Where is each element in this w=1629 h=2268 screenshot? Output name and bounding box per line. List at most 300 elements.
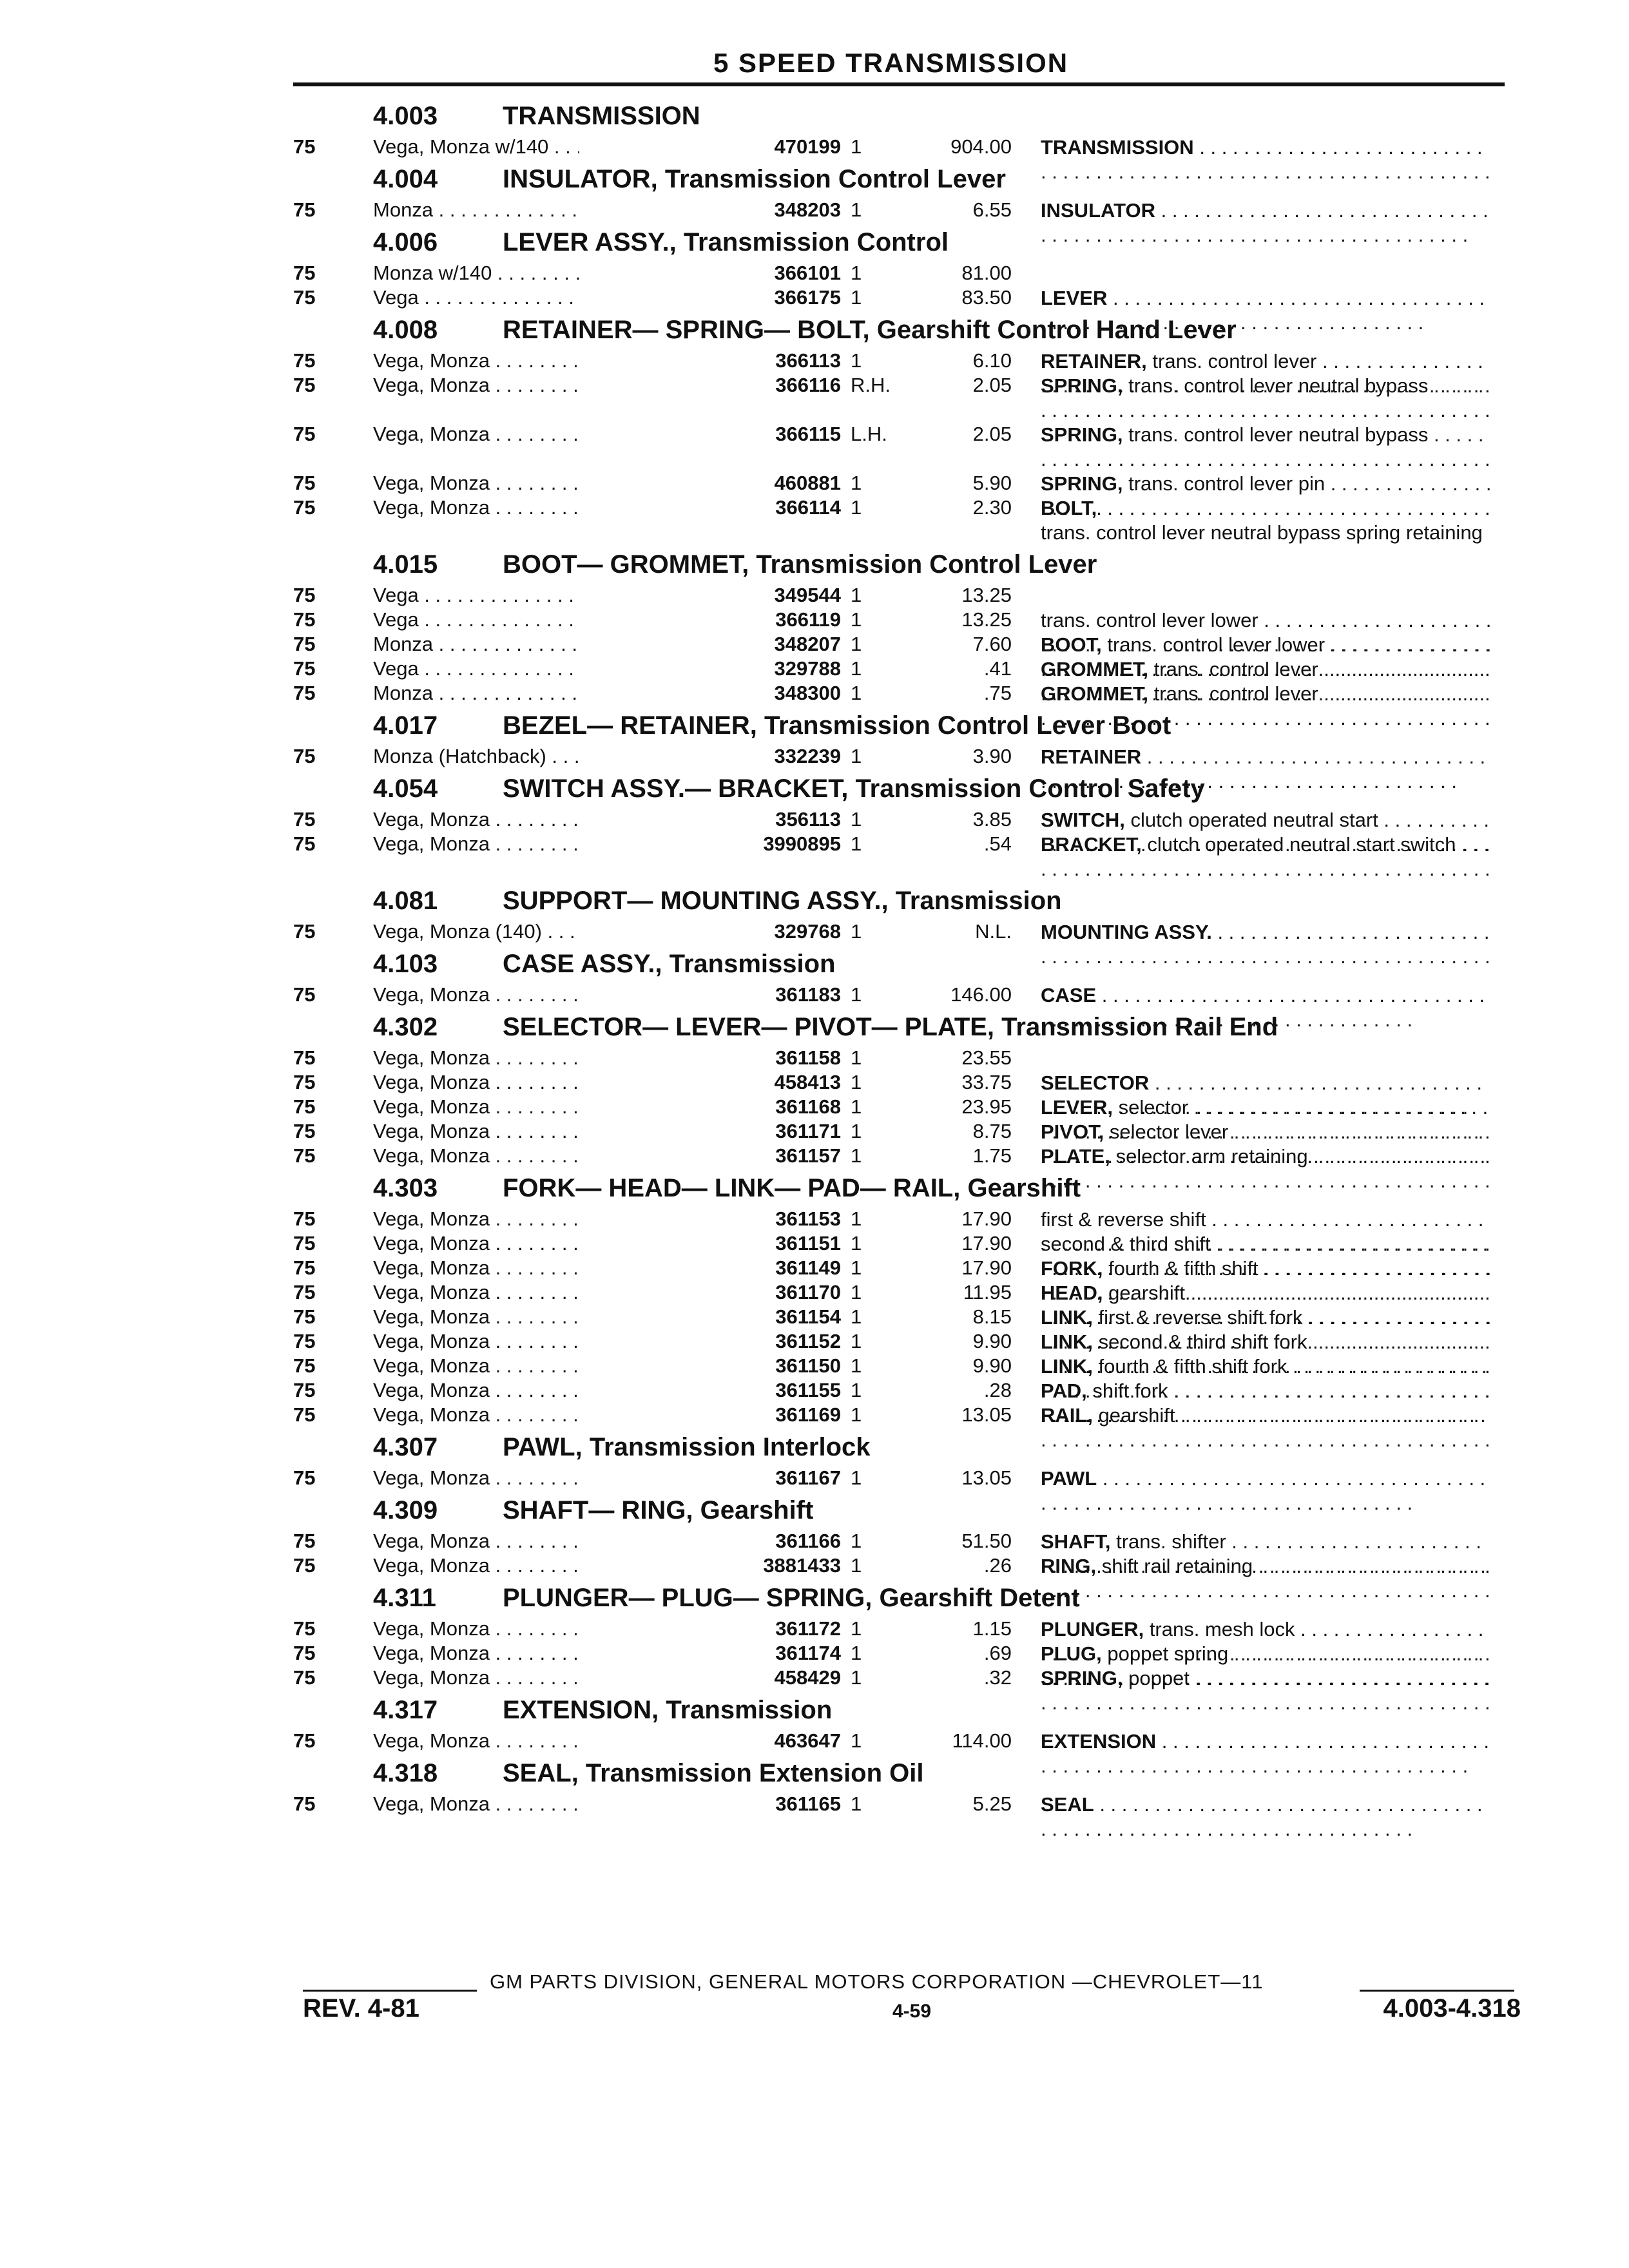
part-number: 460881 [774, 472, 841, 494]
vehicle-model: Vega, Monza . . . [373, 349, 579, 372]
part-number: 348203 [774, 198, 841, 221]
part-description-bold: LEVER [1041, 287, 1108, 309]
price: 114.00 [952, 1729, 1012, 1752]
price: 13.05 [961, 1403, 1012, 1426]
part-description-text: first & reverse shift [1041, 1208, 1206, 1231]
section-header [293, 1490, 1505, 1528]
model-year: 75 [293, 983, 316, 1006]
header-rule [293, 82, 1505, 86]
price: 3.90 [972, 745, 1012, 767]
quantity: 1 [851, 1642, 862, 1664]
page-title: 5 SPEED TRANSMISSION [713, 48, 1069, 78]
catalog-section [293, 309, 1505, 544]
quantity: 1 [851, 1379, 862, 1401]
part-description-bold: RAIL, [1041, 1404, 1093, 1427]
part-number: 366116 [775, 374, 841, 396]
section-title: SWITCH ASSY.— BRACKET, Transmission Control Safety [503, 774, 1205, 803]
model-year: 75 [293, 608, 316, 631]
part-row [293, 1402, 1505, 1427]
price: 33.75 [961, 1071, 1012, 1093]
quantity: 1 [851, 584, 862, 606]
part-description-bold: CASE [1041, 984, 1097, 1006]
price: 23.55 [961, 1046, 1012, 1069]
vehicle-model: Monza w/140 . . . [373, 262, 579, 285]
vehicle-model: Vega, Monza . . . [373, 808, 579, 831]
quantity: 1 [851, 633, 862, 655]
price: .75 [983, 682, 1012, 704]
section-title: SELECTOR— LEVER— PIVOT— PLATE, Transmission Rail End [503, 1013, 1278, 1041]
section-range: 4.003-4.318 [1383, 1994, 1521, 2023]
section-title: BOOT— GROMMET, Transmission Control Lever [503, 550, 1097, 579]
part-description-bold: MOUNTING ASSY. [1041, 921, 1212, 943]
vehicle-model: Vega, Monza . . . [373, 1232, 579, 1255]
catalog-section [293, 1577, 1505, 1689]
section-header [293, 1689, 1505, 1728]
part-row [293, 1255, 1505, 1280]
quantity: 1 [851, 920, 862, 943]
part-number: 361153 [775, 1207, 841, 1230]
part-number: 361171 [775, 1120, 841, 1142]
quantity: 1 [851, 496, 862, 519]
price: 8.75 [972, 1120, 1012, 1142]
part-description [1041, 1792, 1492, 1841]
quantity: 1 [851, 1305, 862, 1328]
model-year: 75 [293, 1144, 316, 1167]
model-year: 75 [293, 1642, 316, 1664]
section-number: 4.311 [373, 1584, 436, 1612]
model-year: 75 [293, 745, 316, 767]
part-number: 366114 [775, 496, 841, 519]
part-row [293, 1119, 1505, 1143]
model-year: 75 [293, 1330, 316, 1352]
vehicle-model: Vega, Monza . . . [373, 1729, 579, 1753]
part-row [293, 807, 1505, 831]
section-number: 4.103 [373, 950, 438, 978]
model-year: 75 [293, 1256, 316, 1279]
part-number: 366101 [774, 262, 841, 284]
quantity: 1 [851, 1256, 862, 1279]
part-description [1041, 496, 1492, 545]
quantity: 1 [851, 198, 862, 221]
vehicle-model: Vega, Monza . . . [373, 1330, 579, 1353]
part-description-text: poppet [1128, 1667, 1190, 1689]
vehicle-model: Vega, Monza . . . [373, 496, 579, 519]
model-year: 75 [293, 1403, 316, 1426]
section-header [293, 1577, 1505, 1616]
quantity: 1 [851, 745, 862, 767]
revision-label: REV. 4-81 [303, 1994, 419, 2023]
part-row [293, 1070, 1505, 1094]
section-title: RETAINER— SPRING— BOLT, Gearshift Control Hand Lever [503, 316, 1237, 344]
model-year: 75 [293, 920, 316, 943]
section-header [293, 1427, 1505, 1465]
quantity: 1 [851, 1466, 862, 1489]
vehicle-model: Vega, Monza . . . [373, 1354, 579, 1378]
part-row [293, 1728, 1505, 1753]
part-number: 366115 [775, 423, 841, 445]
part-description-text: trans. control lever neutral bypass [1128, 374, 1429, 397]
model-year: 75 [293, 262, 316, 284]
quantity: 1 [851, 1046, 862, 1069]
price: 1.75 [972, 1144, 1012, 1167]
quantity: 1 [851, 135, 862, 158]
price: .41 [983, 657, 1012, 680]
part-row [293, 1528, 1505, 1553]
vehicle-model: Monza (Hatchback) . . . [373, 745, 579, 768]
part-number: 361157 [775, 1144, 841, 1167]
part-description-bold: TRANSMISSION [1041, 136, 1194, 159]
model-year: 75 [293, 1120, 316, 1142]
section-number: 4.054 [373, 774, 438, 803]
vehicle-model: Vega . . . [373, 657, 579, 680]
part-row [293, 470, 1505, 495]
quantity: 1 [851, 1120, 862, 1142]
price: .26 [983, 1554, 1012, 1577]
part-number: 361158 [775, 1046, 841, 1069]
quantity: 1 [851, 808, 862, 831]
model-year: 75 [293, 374, 316, 396]
part-description-text: second & third shift fork [1098, 1331, 1307, 1353]
part-description [1041, 374, 1492, 423]
part-number: 361166 [775, 1530, 841, 1552]
model-year: 75 [293, 1354, 316, 1377]
catalog-section [293, 943, 1505, 1006]
part-description-text: trans. control lever pin [1128, 472, 1325, 495]
vehicle-model: Vega, Monza (140) . . . [373, 920, 579, 943]
part-row [293, 744, 1505, 768]
part-number: 361152 [775, 1330, 841, 1352]
section-header [293, 1168, 1505, 1206]
part-number: 3990895 [763, 832, 841, 855]
part-description-bold: GROMMET, [1041, 682, 1149, 705]
model-year: 75 [293, 1617, 316, 1640]
vehicle-model: Vega, Monza . . . [373, 374, 579, 397]
part-number: 349544 [774, 584, 841, 606]
quantity: 1 [851, 1281, 862, 1303]
page-number: 4-59 [892, 2001, 932, 2022]
catalog-section [293, 1006, 1505, 1168]
model-year: 75 [293, 1071, 316, 1093]
price: 146.00 [950, 983, 1012, 1006]
price: N.L. [975, 920, 1012, 943]
part-description-bold: SPRING, [1041, 423, 1123, 446]
quantity: 1 [851, 1617, 862, 1640]
part-number: 361149 [775, 1256, 841, 1279]
catalog-section [293, 1753, 1505, 1816]
price: .28 [983, 1379, 1012, 1401]
part-description-bold: LEVER, [1041, 1096, 1113, 1119]
quantity: 1 [851, 1403, 862, 1426]
vehicle-model: Vega, Monza w/140 . . . [373, 135, 579, 159]
price: 8.15 [972, 1305, 1012, 1328]
catalog-section [293, 1427, 1505, 1490]
part-description-bold: BOLT, [1041, 497, 1097, 519]
part-description-text: second & third shift [1041, 1233, 1211, 1255]
price: 5.90 [972, 472, 1012, 494]
part-description-text: trans. shifter [1116, 1530, 1226, 1553]
part-row [293, 285, 1505, 309]
quantity: 1 [851, 1554, 862, 1577]
quantity: 1 [851, 1207, 862, 1230]
model-year: 75 [293, 1046, 316, 1069]
quantity: 1 [851, 983, 862, 1006]
quantity: 1 [851, 1071, 862, 1093]
price: 13.05 [961, 1466, 1012, 1489]
part-description-text: trans. control lever [1153, 658, 1318, 680]
part-description-bold: PAWL [1041, 1467, 1097, 1490]
part-row [293, 631, 1505, 656]
part-number: 361170 [775, 1281, 841, 1303]
vehicle-model: Vega, Monza . . . [373, 1403, 579, 1427]
section-number: 4.081 [373, 887, 438, 915]
vehicle-model: Vega, Monza . . . [373, 1207, 579, 1231]
part-number: 329768 [774, 920, 841, 943]
section-header [293, 159, 1505, 197]
part-number: 361155 [775, 1379, 841, 1401]
part-number: 366175 [774, 286, 841, 309]
part-description-bold: SPRING, [1041, 1667, 1123, 1689]
model-year: 75 [293, 584, 316, 606]
section-number: 4.017 [373, 711, 438, 740]
section-title: FORK— HEAD— LINK— PAD— RAIL, Gearshift [503, 1174, 1081, 1202]
model-year: 75 [293, 198, 316, 221]
part-description-text: selector [1118, 1096, 1189, 1119]
section-title: SHAFT— RING, Gearshift [503, 1496, 814, 1524]
section-title: PAWL, Transmission Interlock [503, 1433, 871, 1461]
section-header [293, 943, 1505, 982]
part-row [293, 197, 1505, 222]
part-description-text: clutch operated neutral start switch [1147, 833, 1456, 856]
part-number: 361150 [775, 1354, 841, 1377]
vehicle-model: Monza . . . [373, 198, 579, 222]
part-row [293, 1143, 1505, 1168]
vehicle-model: Vega, Monza . . . [373, 1046, 579, 1070]
catalog-section [293, 222, 1505, 309]
price: 6.55 [972, 198, 1012, 221]
part-row [293, 1353, 1505, 1378]
section-header [293, 309, 1505, 348]
vehicle-model: Monza . . . [373, 633, 579, 656]
part-row [293, 1304, 1505, 1329]
part-description-bold: RETAINER [1041, 745, 1142, 768]
part-description-text: trans. control lever [1152, 350, 1317, 372]
price: 17.90 [961, 1232, 1012, 1254]
price: 23.95 [961, 1095, 1012, 1118]
part-description-bold: LINK, [1041, 1331, 1093, 1353]
vehicle-model: Vega, Monza . . . [373, 1120, 579, 1143]
section-number: 4.008 [373, 316, 438, 344]
catalog-section [293, 1490, 1505, 1577]
price: 81.00 [961, 262, 1012, 284]
part-description-bold: GROMMET, [1041, 658, 1149, 680]
model-year: 75 [293, 472, 316, 494]
part-description-bold: RING, [1041, 1555, 1097, 1577]
quantity: L.H. [851, 423, 887, 445]
part-number: 470199 [774, 135, 841, 158]
part-description-text: shift rail retaining [1101, 1555, 1253, 1577]
model-year: 75 [293, 1466, 316, 1489]
part-description-bold: SPRING, [1041, 374, 1123, 397]
part-description-text: fourth & fifth shift fork [1098, 1355, 1287, 1378]
part-description-text: clutch operated neutral start [1130, 809, 1378, 831]
quantity: 1 [851, 1666, 862, 1689]
model-year: 75 [293, 1530, 316, 1552]
part-row [293, 1616, 1505, 1640]
part-description-bold: LINK, [1041, 1306, 1093, 1329]
vehicle-model: Vega, Monza . . . [373, 1305, 579, 1329]
part-number: 348207 [774, 633, 841, 655]
vehicle-model: Monza . . . [373, 682, 579, 705]
part-description-text: trans. control lever neutral bypass spring retaining [1041, 521, 1483, 544]
vehicle-model: Vega, Monza . . . [373, 1144, 579, 1168]
part-description-bold: EXTENSION [1041, 1730, 1157, 1753]
price: 17.90 [961, 1207, 1012, 1230]
part-number: 348300 [774, 682, 841, 704]
section-header [293, 705, 1505, 744]
catalog-section [293, 95, 1505, 159]
part-description-bold: SEAL [1041, 1793, 1094, 1816]
part-number: 361167 [775, 1466, 841, 1489]
catalog-section [293, 1168, 1505, 1427]
price: 7.60 [972, 633, 1012, 655]
section-number: 4.303 [373, 1174, 438, 1202]
part-description-bold: RETAINER, [1041, 350, 1147, 372]
vehicle-model: Vega . . . [373, 286, 579, 309]
quantity: 1 [851, 1354, 862, 1377]
price: 5.25 [972, 1792, 1012, 1815]
quantity: 1 [851, 1792, 862, 1815]
price: 1.15 [972, 1617, 1012, 1640]
quantity: 1 [851, 349, 862, 372]
part-number: 361151 [775, 1232, 841, 1254]
model-year: 75 [293, 1729, 316, 1752]
section-title: INSULATOR, Transmission Control Lever [503, 165, 1006, 193]
part-description-bold: PLUNGER, [1041, 1618, 1144, 1640]
section-title: BEZEL— RETAINER, Transmission Control Lever Boot [503, 711, 1171, 740]
vehicle-model: Vega, Monza . . . [373, 1256, 579, 1280]
model-year: 75 [293, 135, 316, 158]
part-row [293, 1553, 1505, 1577]
vehicle-model: Vega, Monza . . . [373, 423, 579, 446]
part-number: 463647 [774, 1729, 841, 1752]
part-row [293, 607, 1505, 631]
part-description-text: selector lever [1109, 1120, 1229, 1143]
catalog-section [293, 880, 1505, 943]
section-title: TRANSMISSION [503, 102, 700, 130]
vehicle-model: Vega, Monza . . . [373, 983, 579, 1006]
model-year: 75 [293, 832, 316, 855]
part-row [293, 260, 1505, 285]
catalog-section [293, 768, 1505, 880]
part-row [293, 1465, 1505, 1490]
part-description-bold: PAD, [1041, 1379, 1087, 1402]
part-number: 361154 [775, 1305, 841, 1328]
part-row [293, 1329, 1505, 1353]
section-header [293, 222, 1505, 260]
section-number: 4.307 [373, 1433, 438, 1461]
price: 13.25 [961, 584, 1012, 606]
quantity: 1 [851, 608, 862, 631]
catalog-section [293, 159, 1505, 222]
quantity: 1 [851, 262, 862, 284]
section-header [293, 880, 1505, 919]
model-year: 75 [293, 1792, 316, 1815]
price: 9.90 [972, 1354, 1012, 1377]
part-description-text: trans. mesh lock [1149, 1618, 1295, 1640]
model-year: 75 [293, 1554, 316, 1577]
quantity: 1 [851, 286, 862, 309]
part-description-text: poppet spring [1107, 1642, 1229, 1665]
part-number: 366113 [775, 349, 841, 372]
model-year: 75 [293, 286, 316, 309]
part-description-bold: SWITCH, [1041, 809, 1125, 831]
section-header [293, 768, 1505, 807]
part-number: 356113 [775, 808, 841, 831]
section-number: 4.309 [373, 1496, 438, 1524]
part-description-text: fourth & fifth shift [1108, 1257, 1258, 1280]
quantity: 1 [851, 1095, 862, 1118]
price: 2.30 [972, 496, 1012, 519]
part-number: 329788 [774, 657, 841, 680]
vehicle-model: Vega, Monza . . . [373, 832, 579, 856]
price: 51.50 [961, 1530, 1012, 1552]
model-year: 75 [293, 1207, 316, 1230]
model-year: 75 [293, 423, 316, 445]
vehicle-model: Vega, Monza . . . [373, 1666, 579, 1689]
part-description-text: trans. control lever neutral bypass [1128, 423, 1429, 446]
section-header [293, 1006, 1505, 1045]
part-description-text: trans. control lever lower [1041, 609, 1258, 631]
part-row [293, 1094, 1505, 1119]
model-year: 75 [293, 808, 316, 831]
part-number: 3881433 [763, 1554, 841, 1577]
part-row [293, 582, 1505, 607]
section-header [293, 1753, 1505, 1791]
quantity: 1 [851, 1144, 862, 1167]
part-number: 361168 [775, 1095, 841, 1118]
footer-rule-right [1360, 1990, 1514, 1992]
footer-division: GM PARTS DIVISION, GENERAL MOTORS CORPORATION —CHEVROLET—11 [490, 1970, 1264, 1993]
part-row [293, 372, 1505, 421]
section-number: 4.003 [373, 102, 438, 130]
vehicle-model: Vega, Monza . . . [373, 1642, 579, 1665]
part-row [293, 831, 1505, 880]
price: .54 [983, 832, 1012, 855]
quantity: 1 [851, 682, 862, 704]
model-year: 75 [293, 682, 316, 704]
section-title: LEVER ASSY., Transmission Control [503, 228, 949, 256]
section-title: SEAL, Transmission Extension Oil [503, 1759, 924, 1787]
vehicle-model: Vega, Monza . . . [373, 1281, 579, 1304]
quantity: 1 [851, 1330, 862, 1352]
part-description-bold: BOOT, [1041, 633, 1102, 656]
vehicle-model: Vega, Monza . . . [373, 472, 579, 495]
vehicle-model: Vega, Monza . . . [373, 1554, 579, 1577]
vehicle-model: Vega, Monza . . . [373, 1792, 579, 1816]
price: 2.05 [972, 374, 1012, 396]
part-row [293, 680, 1505, 705]
part-row [293, 1791, 1505, 1816]
price: .69 [983, 1642, 1012, 1664]
model-year: 75 [293, 1281, 316, 1303]
quantity: R.H. [851, 374, 891, 396]
price: 11.95 [963, 1281, 1012, 1303]
model-year: 75 [293, 349, 316, 372]
part-description-text: first & reverse shift fork [1098, 1306, 1303, 1329]
part-number: 361169 [775, 1403, 841, 1426]
part-number: 366119 [775, 608, 841, 631]
part-number: 458413 [774, 1071, 841, 1093]
